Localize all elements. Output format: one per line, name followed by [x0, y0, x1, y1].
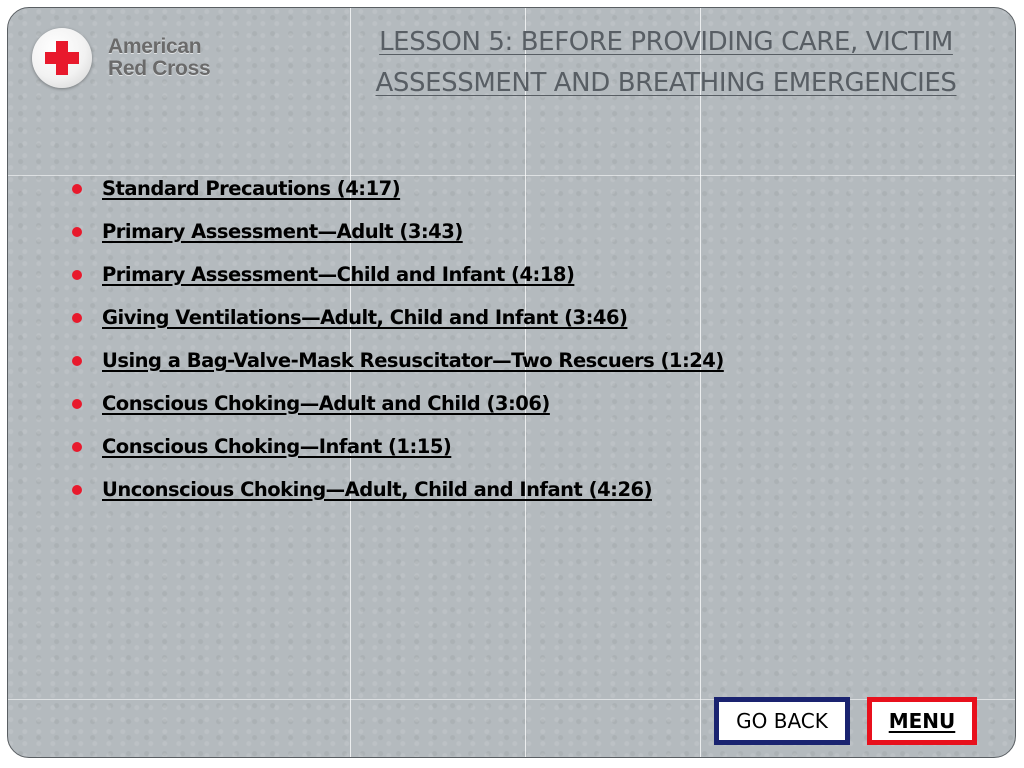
lesson-link-conscious-choking-adult-child[interactable]: Conscious Choking—Adult and Child (3:06): [102, 392, 550, 415]
bullet-icon: [72, 184, 82, 194]
american-red-cross-logo: [32, 28, 210, 88]
brand-name-line2: Red Cross: [108, 57, 211, 80]
list-item: [72, 339, 724, 382]
bullet-icon: [72, 227, 82, 237]
bullet-icon: [72, 313, 82, 323]
list-item: [72, 468, 724, 511]
list-item: [72, 253, 724, 296]
brand-name-line1: American: [108, 35, 202, 58]
page-title-line2: ASSESSMENT AND BREATHING EMERGENCIES: [375, 68, 957, 98]
page-title: [346, 22, 986, 104]
bullet-icon: [72, 270, 82, 280]
lesson-link-standard-precautions[interactable]: Standard Precautions (4:17): [102, 177, 401, 200]
list-item: [72, 210, 724, 253]
page-title-line1: LESSON 5: BEFORE PROVIDING CARE, VICTIM: [379, 27, 953, 57]
red-cross-icon: [32, 28, 92, 88]
bullet-icon: [72, 356, 82, 366]
list-item: [72, 296, 724, 339]
lesson-link-primary-assessment-child-infant[interactable]: Primary Assessment—Child and Infant (4:18): [102, 263, 575, 286]
lesson-link-conscious-choking-infant[interactable]: Conscious Choking—Infant (1:15): [102, 435, 452, 458]
bullet-icon: [72, 399, 82, 409]
list-item: [72, 167, 724, 210]
bullet-icon: [72, 485, 82, 495]
slide-frame: [7, 7, 1016, 758]
go-back-button[interactable]: GO BACK: [714, 697, 850, 745]
bullet-icon: [72, 442, 82, 452]
lesson-link-giving-ventilations[interactable]: Giving Ventilations—Adult, Child and Infant (3:46): [102, 306, 628, 329]
list-item: [72, 425, 724, 468]
grid-line: [8, 699, 1015, 700]
lesson-link-bag-valve-mask[interactable]: Using a Bag-Valve-Mask Resuscitator—Two Rescuers (1:24): [102, 349, 724, 372]
lesson-link-primary-assessment-adult[interactable]: Primary Assessment—Adult (3:43): [102, 220, 463, 243]
brand-name: [108, 36, 210, 80]
menu-button[interactable]: MENU: [867, 697, 977, 745]
lesson-list: [72, 167, 724, 511]
lesson-link-unconscious-choking[interactable]: Unconscious Choking—Adult, Child and Infant (4:26): [102, 478, 652, 501]
list-item: [72, 382, 724, 425]
